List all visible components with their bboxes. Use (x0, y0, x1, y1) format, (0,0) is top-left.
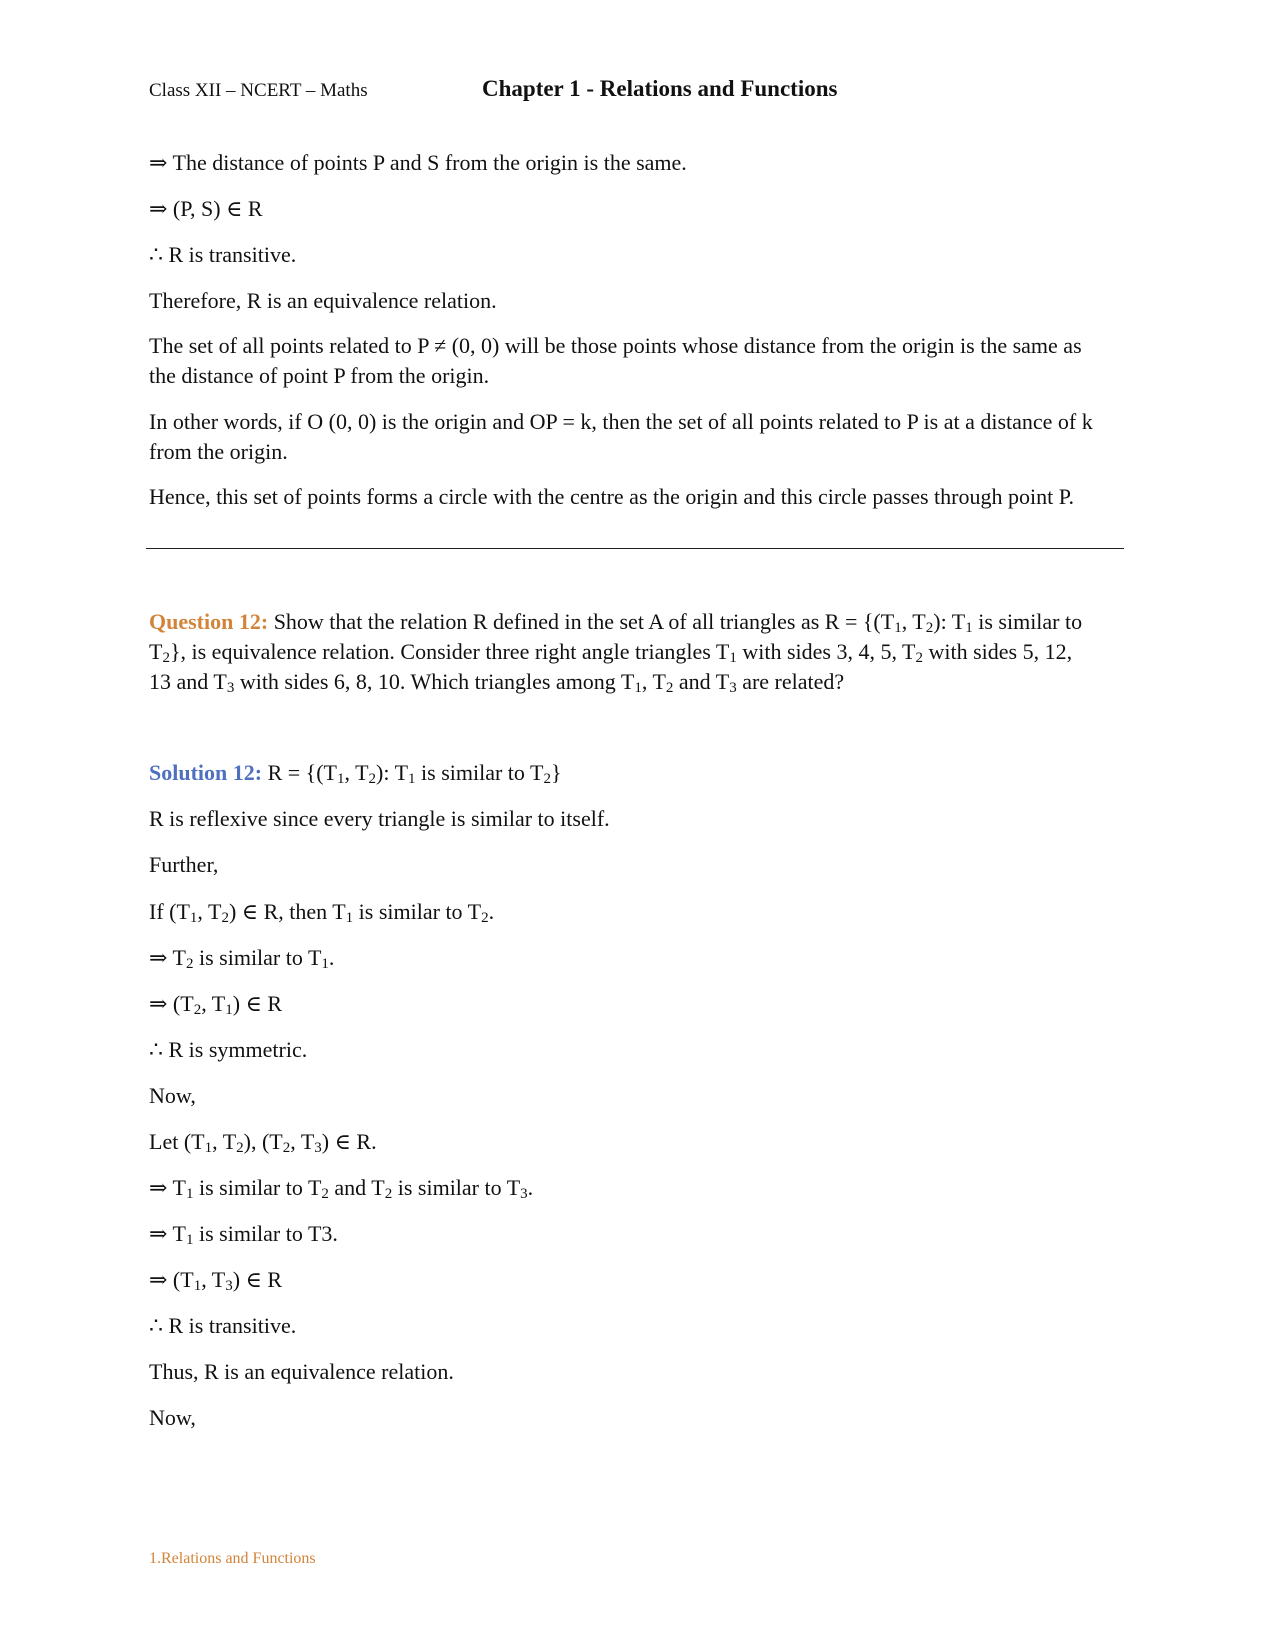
text-line: ⇒ $T_1$ is similar to $T_2$ and $T_2$ is similar to $T_3$. (149, 1175, 534, 1202)
text-line: Further, (149, 852, 219, 877)
text-line: ⇒ ($T_2$, $T_1$) ∈ R (149, 991, 283, 1018)
text-line: ∴ R is transitive. (149, 1313, 297, 1338)
text-line: ⇒ (P, S) ∈ R (149, 196, 263, 221)
text-line: If ($T_1$, $T_2$) ∈ R, then $T_1$ is similar to $T_2$. (149, 899, 495, 926)
text-line: R is reflexive since every triangle is similar to itself. (149, 806, 610, 831)
text-line: Let ($T_1$, $T_2$), ($T_2$, $T_3$) ∈ R. (149, 1129, 377, 1156)
text-line: ⇒ $T_1$ is similar to T3. (149, 1221, 338, 1248)
header-class-label: Class XII – NCERT – Maths (149, 80, 368, 101)
text-line: ⇒ The distance of points P and S from the origin is the same. (149, 150, 687, 175)
text-line: Now, (149, 1405, 196, 1430)
text-line: ∴ R is symmetric. (149, 1037, 308, 1062)
section-divider (146, 548, 1124, 549)
paragraph: In other words, if O (0, 0) is the origin and OP = k, then the set of all points related to P is at a distance of k from the origin. (149, 409, 1093, 464)
question-label: Question 12: (149, 609, 269, 634)
question-paragraph: Question 12: Show that the relation R defined in the set A of all triangles as $R = \{(T_1$, $T_2$): $T_1$ is similar to $T_2$}, is equivalence relation. Consider three right angle triangles $T_1$ with sides 3, 4, 5, $T_2$ with sides 5, 12, 13 and $T_3$ with sides 6, 8, 10. Which triangles among $T_1$, $T_2$ and $T_3$ are related? (149, 609, 1083, 696)
solution-label: Solution 12: (149, 760, 263, 785)
text-line: ∴ R is transitive. (149, 242, 297, 267)
paragraph: The set of all points related to P ≠ (0, 0) will be those points whose distance from the origin is the same as the distance of point P from the origin. (149, 333, 1082, 388)
text-line: Now, (149, 1083, 196, 1108)
paragraph: Hence, this set of points forms a circle with the centre as the origin and this circle passes through point P. (149, 484, 1074, 509)
text-line: Thus, R is an equivalence relation. (149, 1359, 454, 1384)
text-line: ⇒ ($T_1$, $T_3$) ∈ R (149, 1267, 283, 1294)
page-footer: 1.Relations and Functions (149, 1550, 316, 1567)
text-line: ⇒ $T_2$ is similar to $T_1$. (149, 945, 335, 972)
text-line: Therefore, R is an equivalence relation. (149, 288, 497, 313)
solution-heading: Solution 12: $R = \{(T_1$, $T_2$): $T_1$ is similar to $T_2$} (149, 760, 562, 787)
chapter-title: Chapter 1 - Relations and Functions (482, 76, 838, 101)
